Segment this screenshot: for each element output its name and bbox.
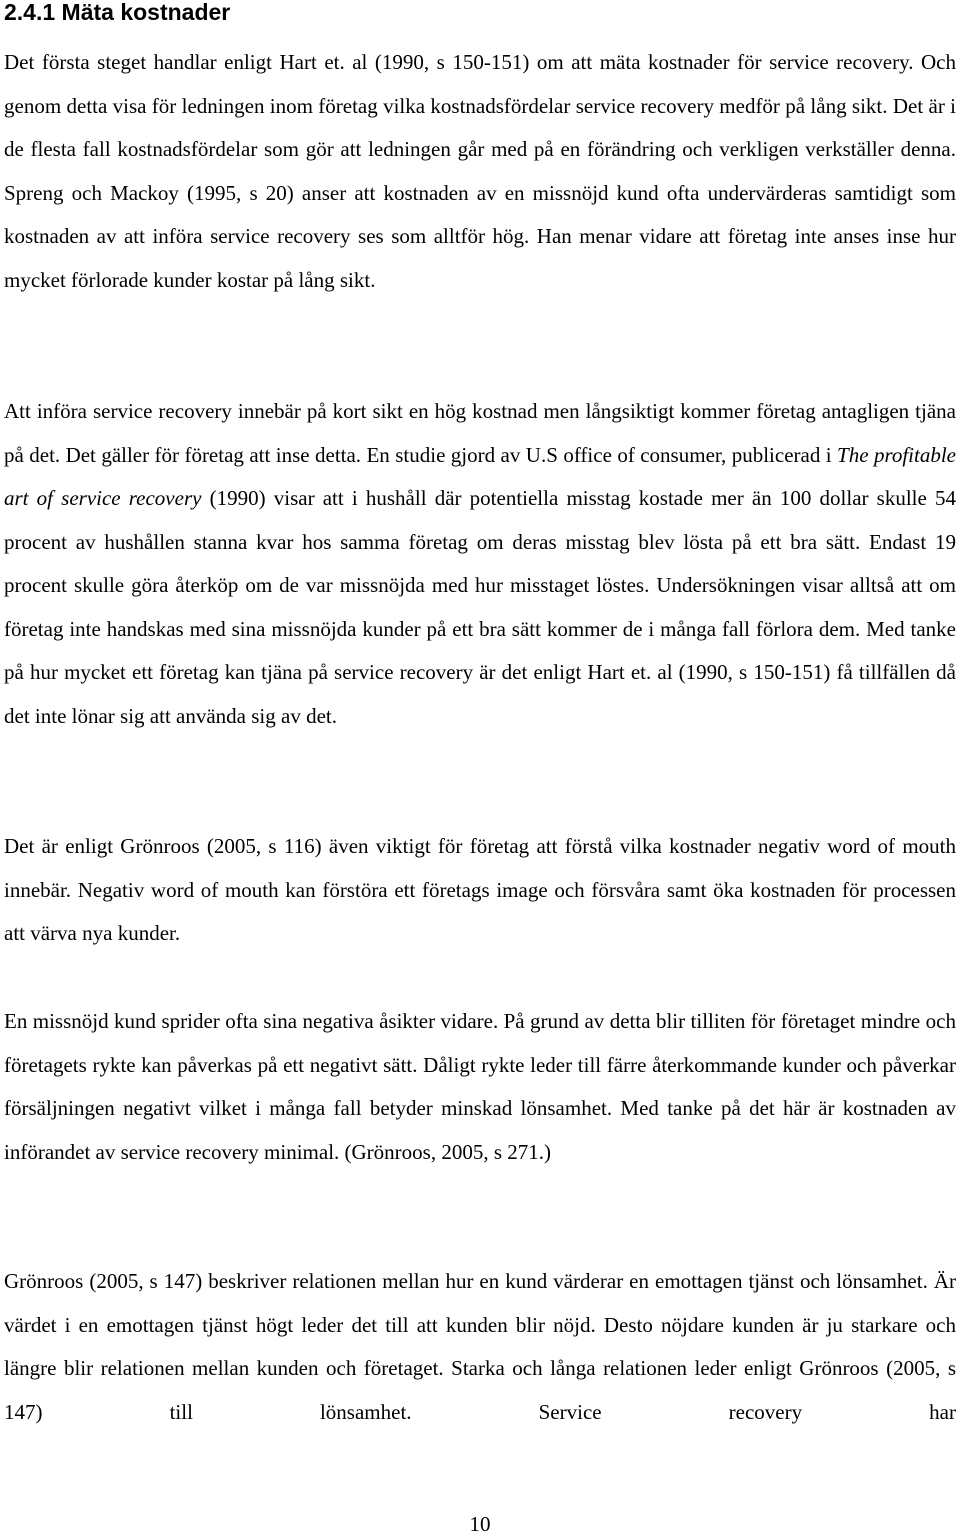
section-heading: 2.4.1 Mäta kostnader	[4, 0, 231, 25]
paragraph-negative-word-of-mouth: Det är enligt Grönroos (2005, s 116) även viktigt för företag att förstå vilka kostnader negativ word of mouth innebär. Negativ word of mouth kan förstöra ett företags image och försvåra samt öka kostnaden för processen att värva nya kunder.	[4, 834, 956, 945]
paragraph-customer-value-relationship: Grönroos (2005, s 147) beskriver relationen mellan hur en kund värderar en emottagen tjänst och lönsamhet. Är värdet i en emottagen tjänst högt leder det till att kunden blir nöjd. Desto nöjdare kunden är ju starkare och längre blir relationen mellan kunden och företaget. Starka och långa relationen leder enligt Grönroos (2005, s 147) till lönsamhet. Service recovery har	[4, 1269, 956, 1424]
paragraph-service-recovery-study	[4, 390, 956, 738]
paragraph-text-after-title: (1990) visar att i hushåll där potentiella misstag kostade mer än 100 dollar skulle 54 procent av hushållen stanna kvar hos samma företag om deras misstag blev lösta på ett bra sätt. Endast 19 procent skulle göra återköp om de var missnöjda med hur misstaget löstes. Undersökningen visar alltså att om företag inte handskas med sina missnöjda kunder på ett bra sätt kommer de i många fall förlora dem. Med tanke på hur mycket ett företag kan tjäna på service recovery är det enligt Hart et. al (1990, s 150-151) få tillfällen då det inte lönar sig att använda sig av det.	[4, 486, 956, 728]
paragraph-dissatisfied-customer: En missnöjd kund sprider ofta sina negativa åsikter vidare. På grund av detta blir tilliten för företaget mindre och företagets rykte kan påverkas på ett negativt sätt. Dåligt rykte leder till färre återkommande kunder och påverkar försäljningen negativt vilket i många fall betyder minskad lönsamhet. Med tanke på det här är kostnaden av införandet av service recovery minimal. (Grönroos, 2005, s 271.)	[4, 1009, 956, 1164]
publication-title: The profitable art of service recovery	[4, 442, 956, 510]
paragraph-text-before-title: Att införa service recovery innebär på kort sikt en hög kostnad men långsiktigt kommer företag antagligen tjäna på det. Det gäller för företag att inse detta. En studie gjord av U.S office of consumer, publicerad i	[4, 399, 956, 467]
paragraph-cost-measurement: Det första steget handlar enligt Hart et. al (1990, s 150-151) om att mäta kostnader för service recovery. Och genom detta visa för ledningen inom företag vilka kostnadsfördelar service recovery medför på lång sikt. Det är i de flesta fall kostnadsfördelar som gör att ledningen går med på en förändring och verkligen verkställer denna. Spreng och Mackoy (1995, s 20) anser att kostnaden av en missnöjd kund ofta undervärderas samtidigt som kostnaden av att införa service recovery ses som alltför hög. Han menar vidare att företag inte anses inse hur mycket förlorade kunder kostar på lång sikt.	[4, 50, 956, 292]
page-number: 10	[469, 1512, 491, 1536]
